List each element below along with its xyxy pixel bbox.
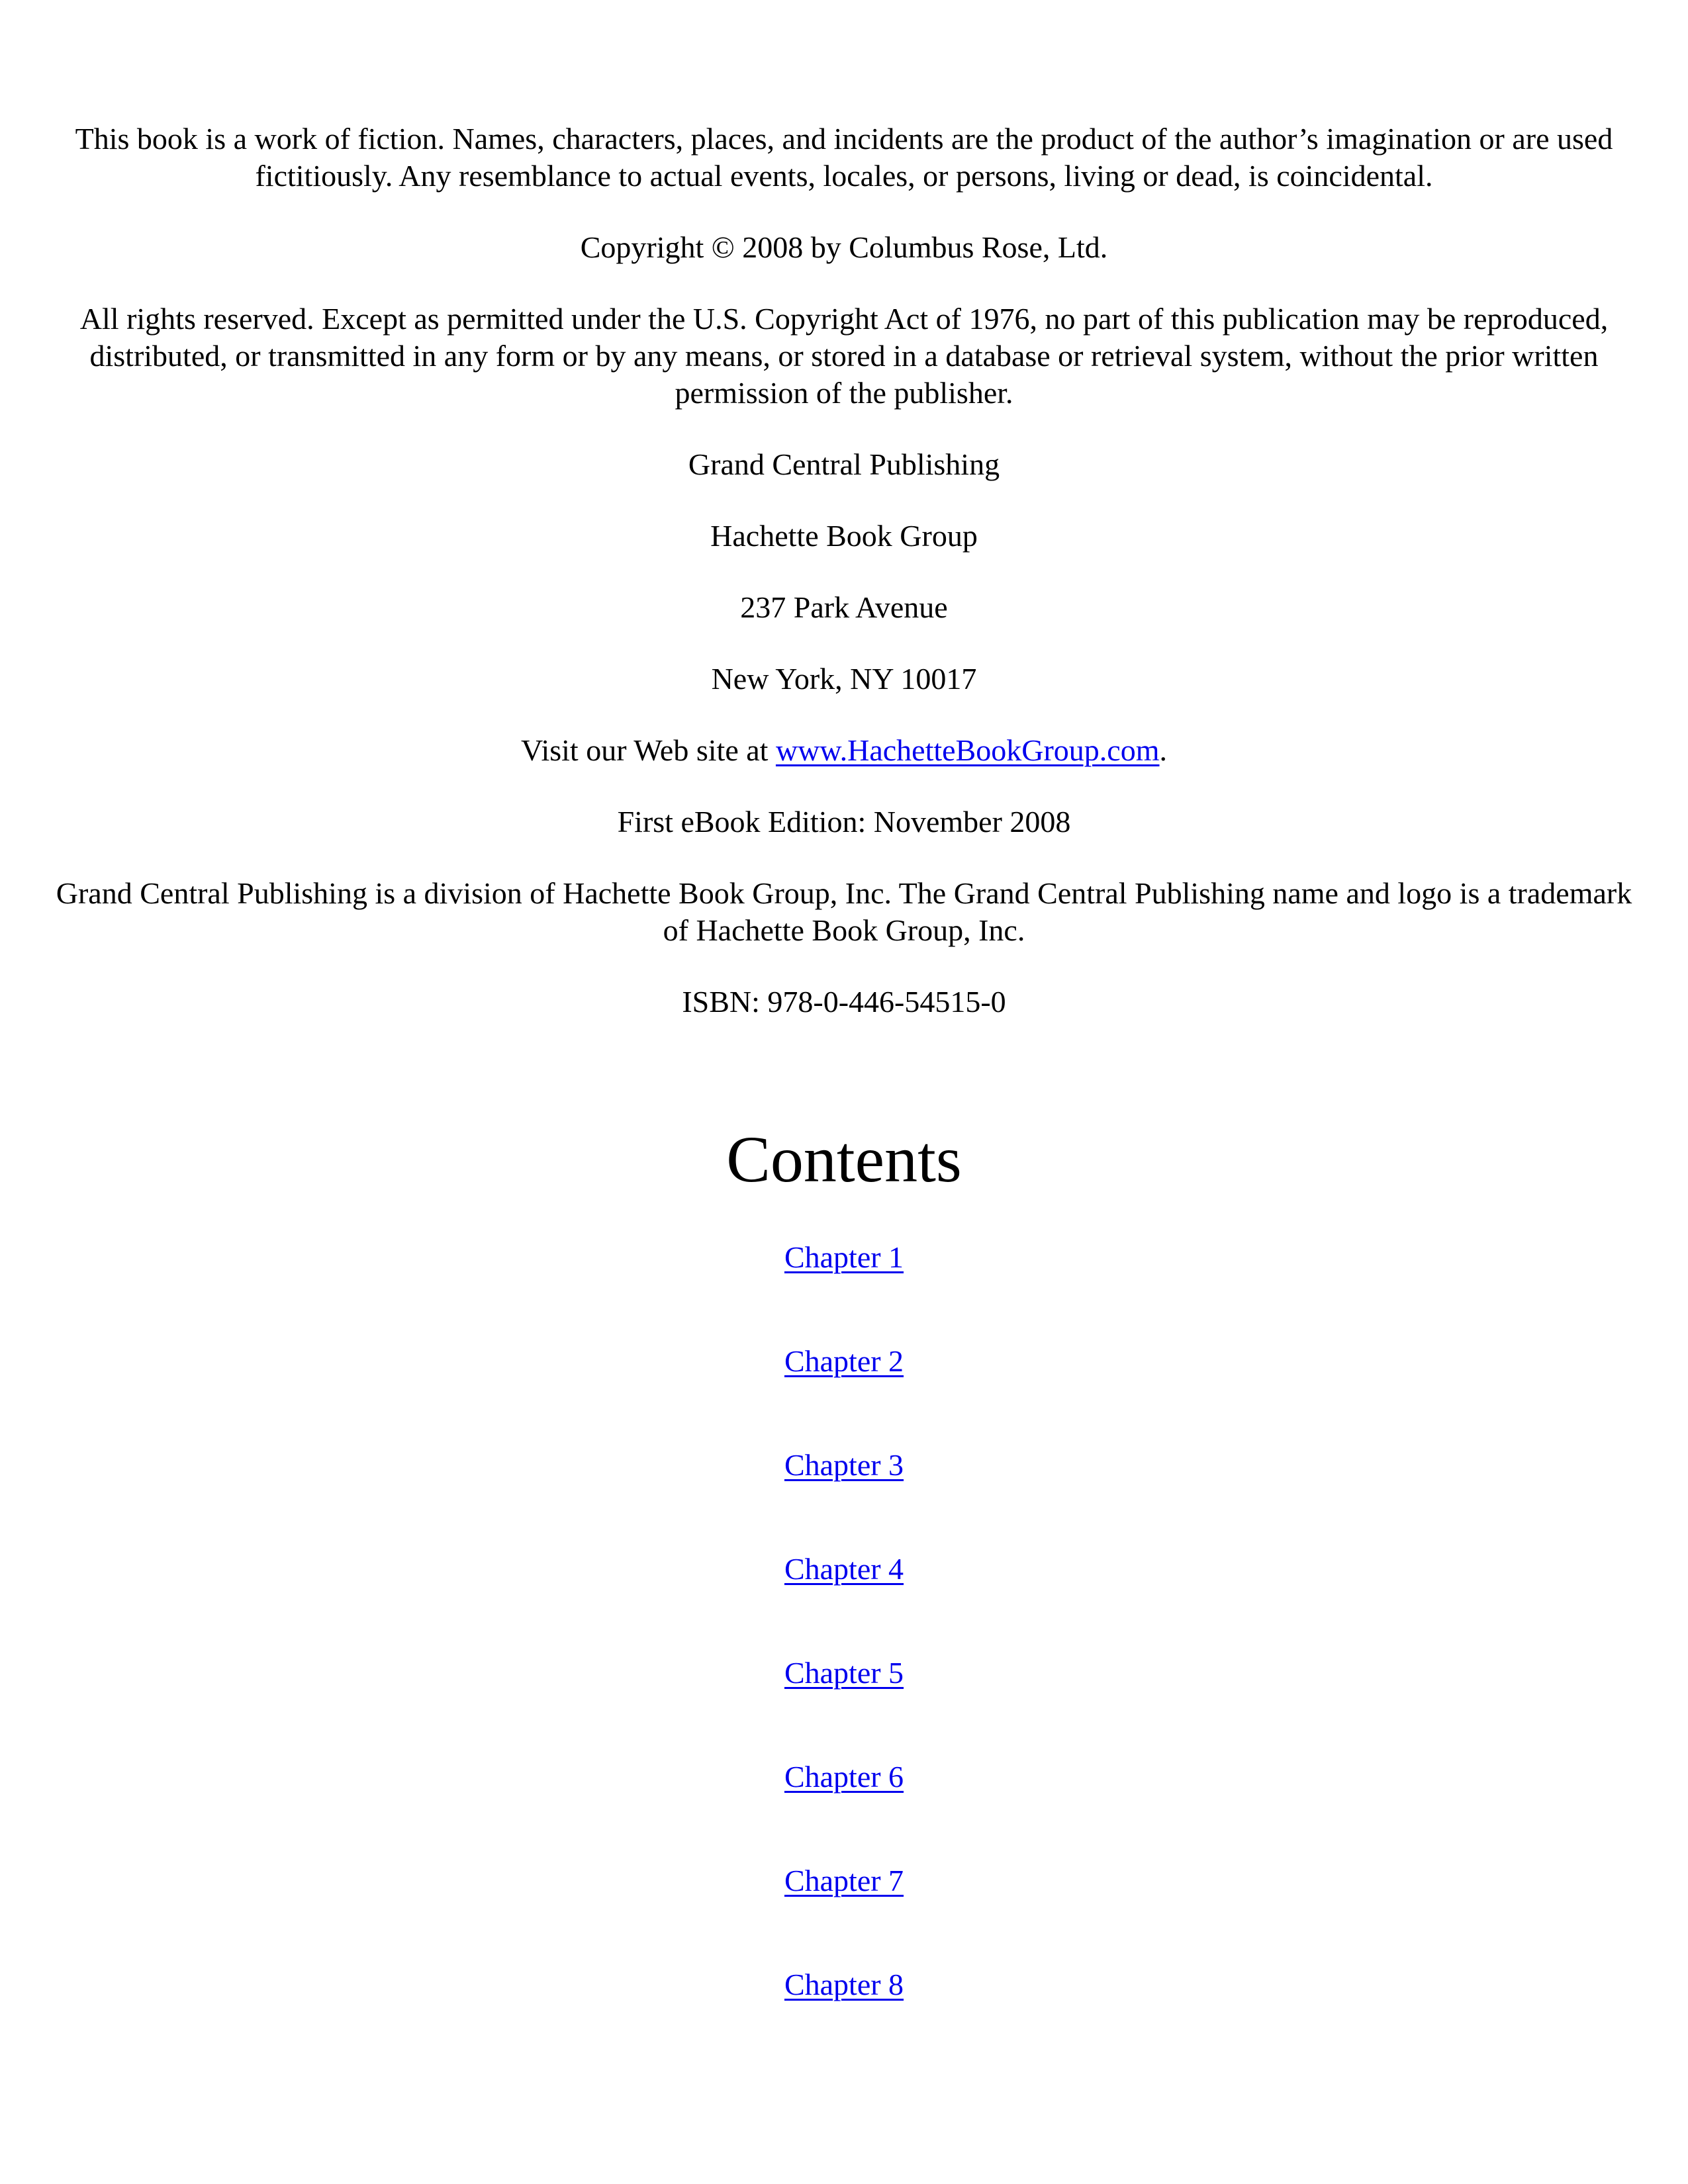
toc-item: [40, 1655, 1648, 1692]
trademark-notice: Grand Central Publishing is a division of Hachette Book Group, Inc. The Grand Central Publishing name and logo is a trademark of Hachette Book Group, Inc.: [56, 876, 1632, 947]
website-prefix: Visit our Web site at: [521, 733, 776, 767]
chapter-4-link[interactable]: Chapter 4: [784, 1552, 904, 1586]
fiction-notice: This book is a work of fiction. Names, characters, places, and incidents are the product of the author’s imagination or are used fictitiously. Any resemblance to actual events, locales, or persons, living or dead, is coincidental.: [75, 122, 1613, 193]
toc-item: [40, 1551, 1648, 1588]
chapter-7-link[interactable]: Chapter 7: [784, 1864, 904, 1897]
chapter-3-link[interactable]: Chapter 3: [784, 1448, 904, 1482]
toc-item: [40, 1758, 1648, 1796]
publisher-group: Hachette Book Group: [710, 519, 978, 553]
contents-heading: Contents: [726, 1122, 962, 1196]
toc-item: [40, 1239, 1648, 1276]
publisher-street: 237 Park Avenue: [740, 590, 948, 624]
copyright-line: Copyright © 2008 by Columbus Rose, Ltd.: [580, 230, 1108, 264]
website-line: [40, 732, 1648, 769]
toc-item: [40, 1966, 1648, 2003]
edition-line: First eBook Edition: November 2008: [617, 805, 1071, 839]
chapter-6-link[interactable]: Chapter 6: [784, 1760, 904, 1794]
isbn-line: ISBN: 978-0-446-54515-0: [682, 985, 1006, 1019]
chapter-1-link[interactable]: Chapter 1: [784, 1240, 904, 1274]
toc-item: [40, 1862, 1648, 1899]
publisher-city: New York, NY 10017: [711, 662, 977, 696]
chapter-2-link[interactable]: Chapter 2: [784, 1344, 904, 1378]
toc-item: [40, 1343, 1648, 1380]
website-link[interactable]: www.HachetteBookGroup.com: [775, 733, 1160, 767]
toc-item: [40, 1447, 1648, 1484]
website-suffix: .: [1159, 733, 1167, 767]
chapter-5-link[interactable]: Chapter 5: [784, 1656, 904, 1690]
chapter-8-link[interactable]: Chapter 8: [784, 1968, 904, 2001]
publisher-name: Grand Central Publishing: [688, 447, 1000, 481]
table-of-contents: [40, 1239, 1648, 2003]
rights-statement: All rights reserved. Except as permitted under the U.S. Copyright Act of 1976, no part of this publication may be reproduced, distributed, or transmitted in any form or by any means, or stored in a database or retrieval system, without the prior written permission of the publisher.: [79, 302, 1609, 410]
